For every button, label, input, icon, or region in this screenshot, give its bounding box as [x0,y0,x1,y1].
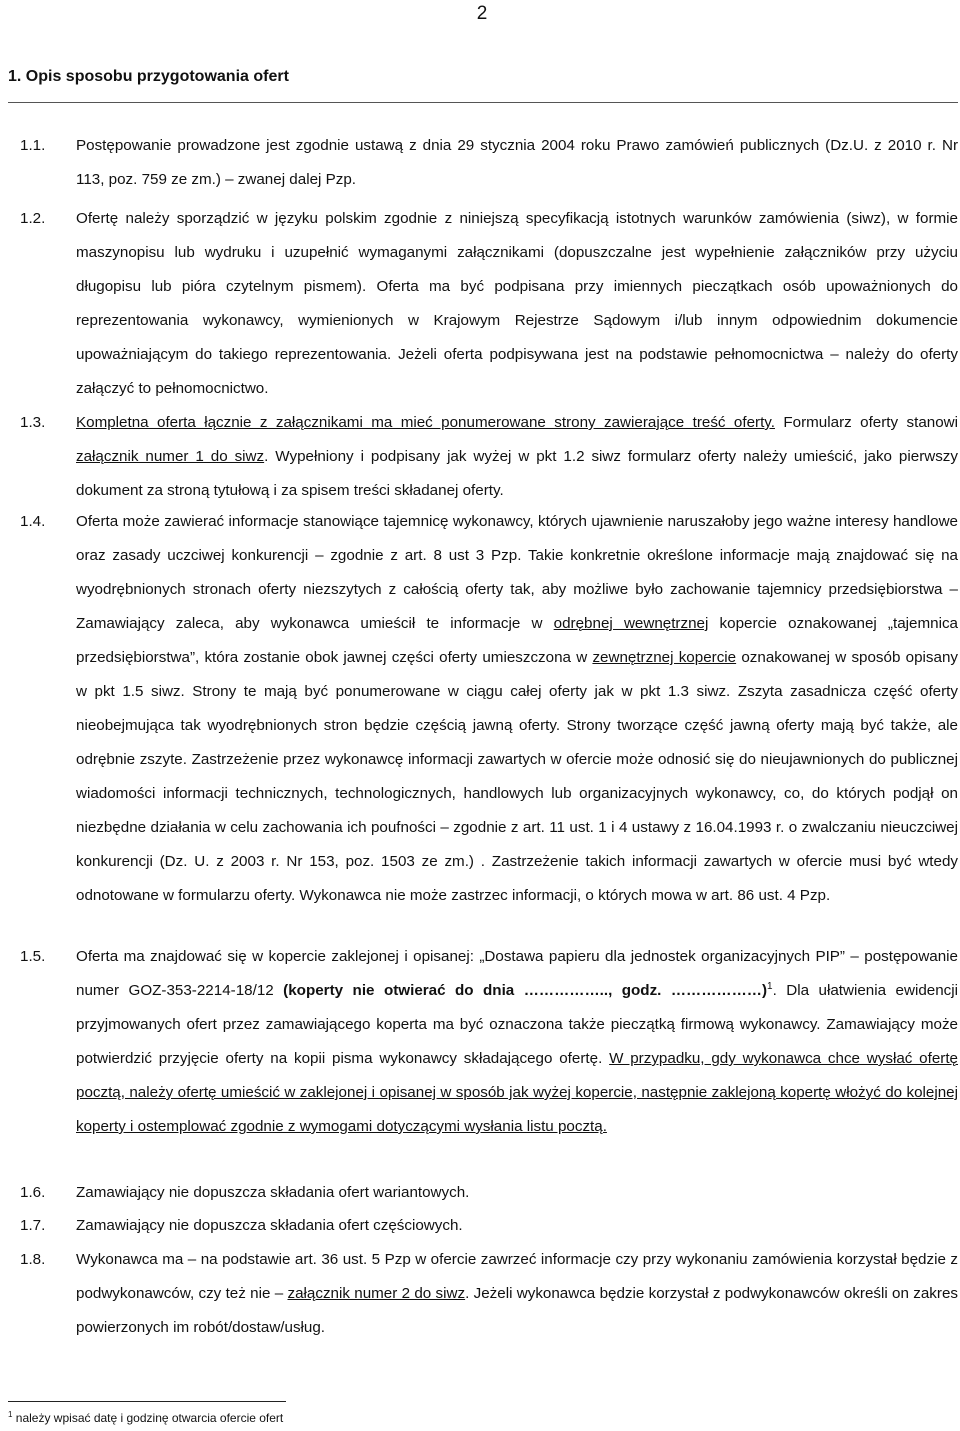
footnote-mark: 1 [8,1410,13,1419]
item-text-part: Zamawiający nie dopuszcza składania ofert częściowych. [76,1217,463,1234]
item-1-4 [8,505,958,913]
attachment-reference: załącznik numer 1 do siwz [76,448,265,465]
item-1-5 [8,940,958,1144]
item-text [76,1176,958,1210]
item-1-6 [8,1176,958,1210]
item-1-8 [8,1243,958,1345]
item-number: 1.5. [20,948,46,965]
item-text-part: Formularz oferty stanowi [774,414,958,431]
footnote-reference: 1 [767,980,773,992]
item-number: 1.7. [20,1217,46,1234]
attachment-reference: załącznik numer 2 do siwz [287,1285,466,1302]
item-number: 1.1. [20,137,46,154]
item-number: 1.2. [20,210,46,227]
item-text-part: oznakowanej w sposób opisany w pkt 1.5 siwz. Strony te mają być ponumerowane w ciągu całej oferty jak w pkt 1.3 siwz. Zszyta zasadnicza część oferty nieobejmująca tak wyodrębnionych stron będzie częścią jawną oferty. Strony tworzące część jawną oferty mają być także, ale odrębnie zszyte. Zastrzeżenie przez wykonawcę informacji zawartych w ofercie może odnosić się do nieujawnionych do publicznej wiadomości informacji technicznych, technologicznych, handlowych lub organizacyjnych wykonawcy, co, do których podjął on niezbędne działania w celu zachowania ich poufności – zgodnie z art. 11 ust. 1 i 4 ustawy z 16.04.1993 r. o zwalczaniu nieuczciwej konkurencji (Dz. U. z 2003 r. Nr 153, poz. 1503 ze zm.) . Zastrzeżenie takich informacji zawartych w ofercie musi być wtedy odnotowane w formularzu oferty. Wykonawca nie może zastrzec informacji, o których mowa w art. 86 ust. 4 Pzp. [76,649,958,904]
item-text-part: Oferta ma znajdować się w kopercie zaklejonej i opisanej: „Dostawa papieru dla jednostek organizacyjnych PIP” – postępowanie numer GOZ-353-2214-18/12 [76,948,958,999]
section-heading: 1. Opis sposobu przygotowania ofert [8,68,289,85]
underlined-text: odrębnej wewnętrznej [553,615,709,632]
underlined-text: Kompletna oferta łącznie z załącznikami ma mieć ponumerowane strony zawierające treść oferty. [76,414,775,431]
item-text-part: . Dla ułatwienia ewidencji przyjmowanych ofert przez zamawiającego koperta ma być oznaczona także pieczątką firmową wykonawcy. Zamawiający może potwierdzić przyjęcie oferty na kopii pisma wykonawcy składającego ofertę. [76,982,958,1067]
item-1-7 [8,1209,958,1243]
item-1-1 [8,129,958,197]
item-text [76,406,958,508]
item-text [76,940,958,1144]
item-text-part: kopercie oznakowanej „tajemnica przedsiębiorstwa”, która zostanie obok jawnej części oferty umieszczona w [76,615,958,666]
underlined-text: W przypadku, gdy wykonawca chce wysłać ofertę pocztą, należy ofertę umieścić w zaklejonej i opisanej w sposób jak wyżej kopercie, następnie zaklejoną kopertę włożyć do kolejnej koperty i ostemplować zgodnie z wymogami dotyczącymi wysłania listu pocztą. [76,1050,959,1135]
footnote-divider [8,1401,286,1402]
item-1-2 [8,202,958,406]
item-text [76,129,958,197]
item-text-part: Zamawiający nie dopuszcza składania ofert wariantowych. [76,1184,470,1201]
item-text-part: Oferta może zawierać informacje stanowiące tajemnicę wykonawcy, których ujawnienie naruszałoby jego ważne interesy handlowe oraz zasady uczciwej konkurencji – zgodnie z art. 8 ust 3 Pzp. Takie konkretnie określone informacje mają znajdować się na wyodrębnionych stronach oferty niezszytych z całością oferty tak, aby możliwe było zachowanie tajemnicy przedsiębiorstwa – Zamawiający zaleca, aby wykonawca umieścił te informacje w [76,513,958,632]
item-number: 1.8. [20,1251,46,1268]
item-number: 1.3. [20,414,46,431]
item-text [76,202,958,406]
page-number: 2 [476,3,488,24]
item-text [76,1209,958,1243]
item-text-part: Ofertę należy sporządzić w języku polskim zgodnie z niniejszą specyfikacją istotnych warunków zamówienia (siwz), w formie maszynopisu lub wydruku i uzupełnić wymaganymi załącznikami (dopuszczalne jest wypełnienie załączników przy użyciu długopisu lub pióra czytelnym pismem). Oferta ma być podpisana przy imiennych pieczątkach osób upoważnionych do reprezentowania wykonawcy, wymienionych w Krajowym Rejestrze Sądowym i/lub innym odpowiednim dokumencie upoważniającym do takiego reprezentowania. Jeżeli oferta podpisywana jest na podstawie pełnomocnictwa – należy do oferty załączyć to pełnomocnictwo. [76,210,958,397]
underlined-text: zewnętrznej kopercie [592,649,737,666]
footnote-text: należy wpisać datę i godzinę otwarcia ofercie ofert [12,1411,284,1425]
item-text-part: . Jeżeli wykonawca będzie korzystał z podwykonawców określi on zakres powierzonych im robót/dostaw/usług. [76,1285,958,1336]
item-1-3 [8,406,958,508]
item-text [76,1243,958,1345]
footnote [8,1410,283,1426]
item-text-part: . Wypełniony i podpisany jak wyżej w pkt 1.2 siwz formularz oferty należy umieścić, jako pierwszy dokument za stroną tytułową i za spisem treści składanej oferty. [76,448,958,499]
item-number: 1.6. [20,1184,46,1201]
item-text-part: Wykonawca ma – na podstawie art. 36 ust. 5 Pzp w ofercie zawrzeć informacje czy przy wykonaniu zamówienia korzystał będzie z podwykonawców, czy też nie – [76,1251,958,1302]
bold-text: (koperty nie otwierać do dnia …………….., godz. ………………) [283,982,768,999]
item-text-part: Postępowanie prowadzone jest zgodnie ustawą z dnia 29 stycznia 2004 roku Prawo zamówień publicznych (Dz.U. z 2010 r. Nr 113, poz. 759 ze zm.) – zwanej dalej Pzp. [76,137,958,188]
item-number: 1.4. [20,513,46,530]
item-text [76,505,958,913]
heading-divider [8,102,958,103]
